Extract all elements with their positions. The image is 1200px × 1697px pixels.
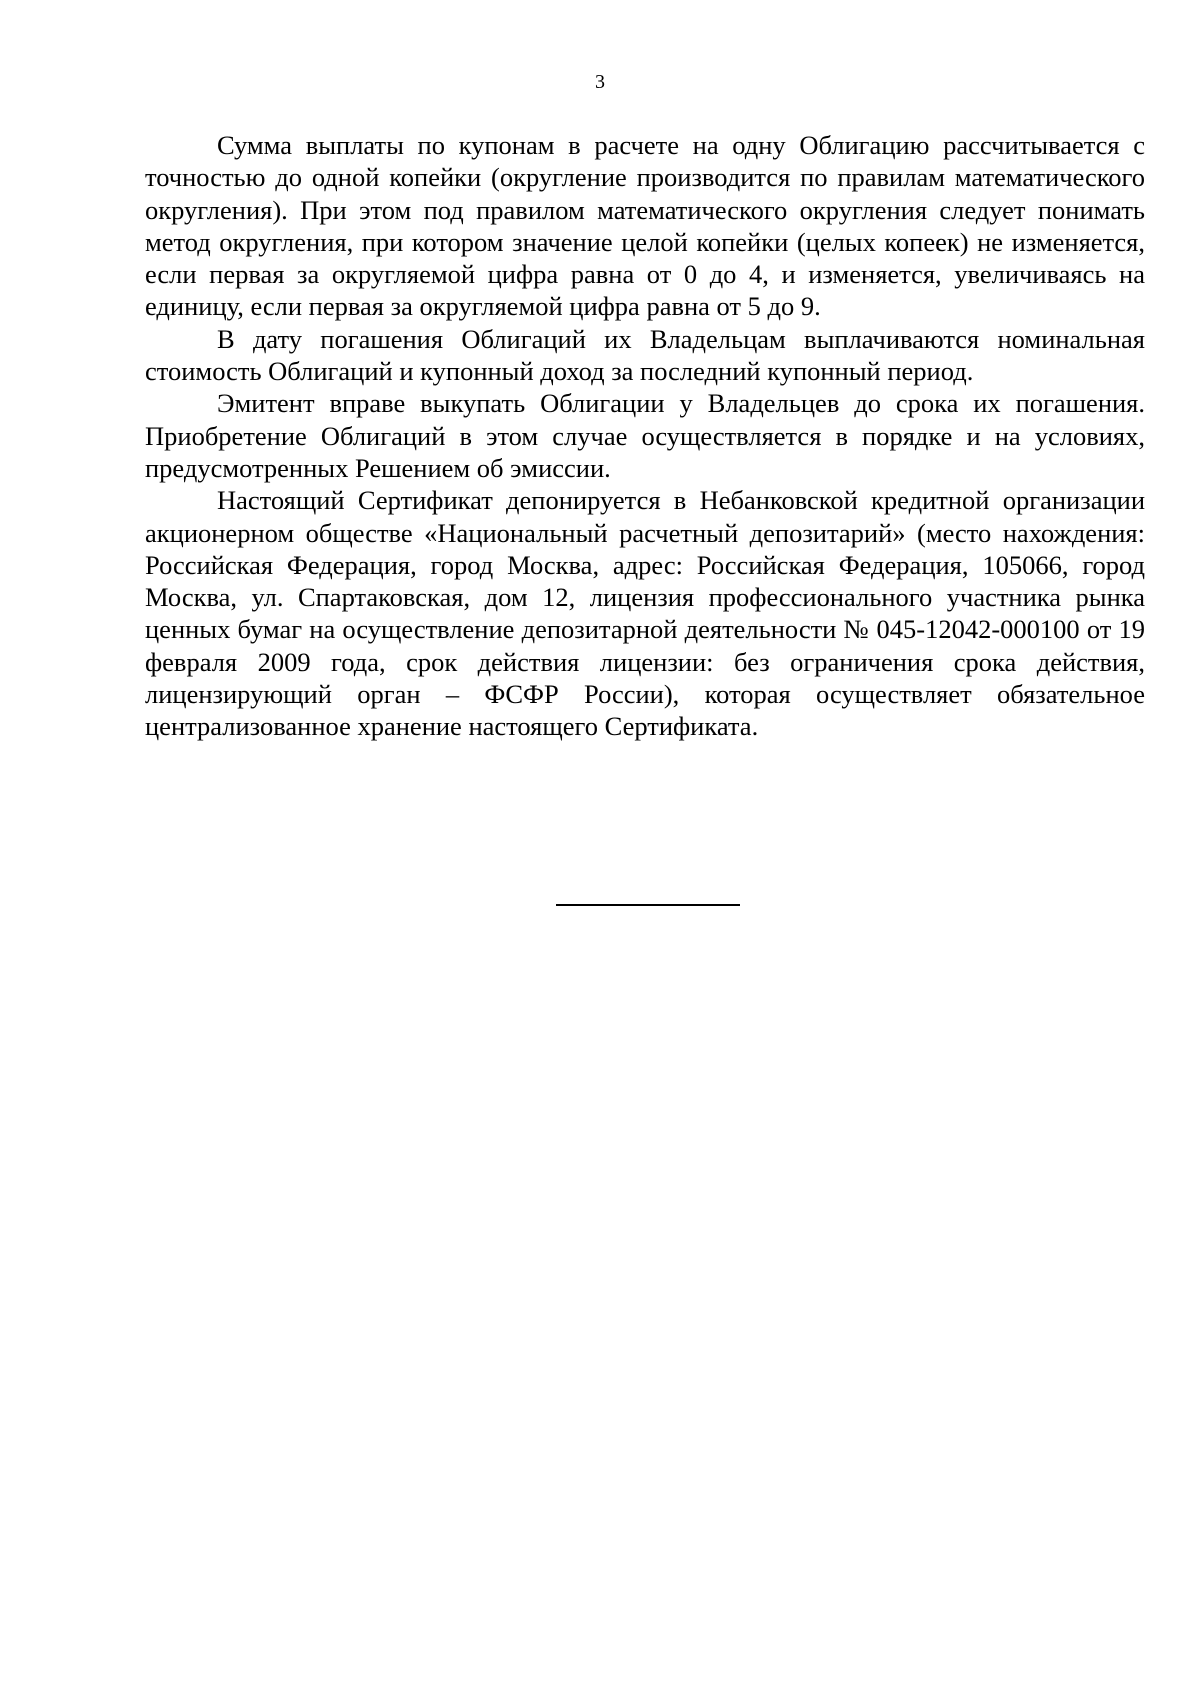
paragraph-redemption-date: В дату погашения Облигаций их Владельцам выплачиваются номинальная стоимость Облигаций и купонный доход за последний купонный период. <box>145 323 1145 387</box>
paragraph-coupon-rounding: Сумма выплаты по купонам в расчете на одну Облигацию рассчитывается с точностью до одной копейки (округление производится по правилам математического округления). При этом под правилом математического округления следует понимать метод округления, при котором значение целой копейки (целых копеек) не изменяется, если первая за округляемой цифра равна от 0 до 4, и изменяется, увеличиваясь на единицу, если первая за округляемой цифра равна от 5 до 9. <box>145 130 1145 322</box>
paragraph-buyback: Эмитент вправе выкупать Облигации у Владельцев до срока их погашения. Приобретение Облигаций в этом случае осуществляется в порядке и на условиях, предусмотренных Решением об эмиссии. <box>145 388 1145 483</box>
document-body <box>145 129 1145 743</box>
paragraph-depository: Настоящий Сертификат депонируется в Небанковской кредитной организации акционерном обществе «Национальный расчетный депозитарий» (место нахождения: Российская Федерация, город Москва, адрес: Российская Федерация, 105066, город Москва, ул. Спартаковская, дом 12, лицензия профессионального участника рынка ценных бумаг на осуществление депозитарной деятельности № 045-12042-000100 от 19 февраля 2009 года, срок действия лицензии: без ограничения срока действия, лицензирующий орган – ФСФР России), которая осуществляет обязательное централизованное хранение настоящего Сертификата. <box>145 485 1145 742</box>
end-of-text-rule <box>556 904 740 906</box>
page-number: 3 <box>595 71 605 93</box>
